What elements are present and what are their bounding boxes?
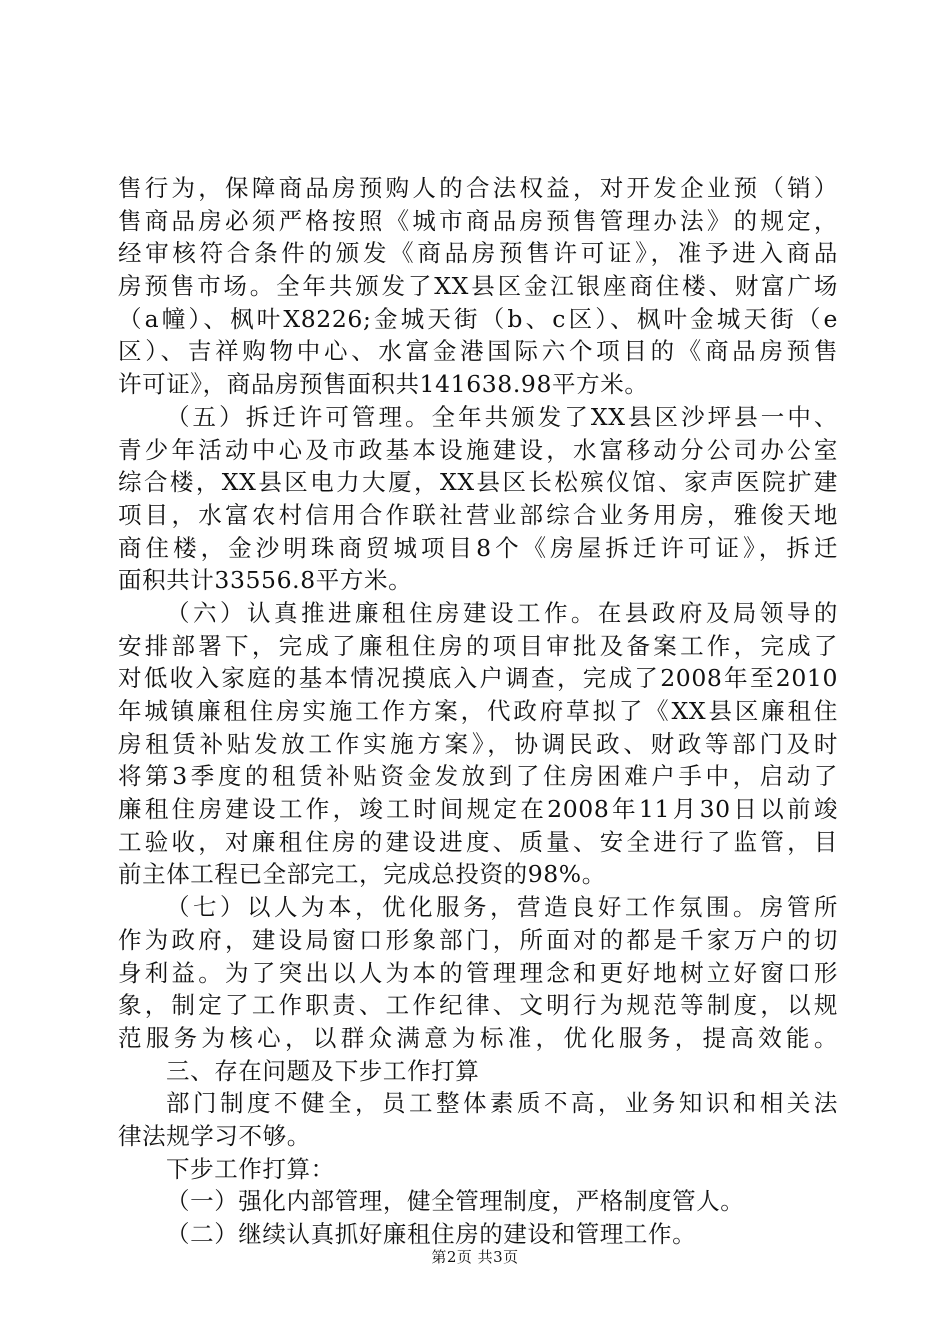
text-line: 范服务为核心，以群众满意为标准，优化服务，提高效能。 (118, 1023, 838, 1052)
text-line: 面积共计33556.8平方米。 (118, 566, 413, 595)
text-line: 售行为，保障商品房预购人的合法权益，对开发企业预（销） (118, 174, 838, 202)
text-line: 项目，水富农村信用合作联社营业部综合业务用房，雅俊天地 (118, 500, 838, 529)
text-line: 将第3季度的租赁补贴资金发放到了住房困难户手中，启动了 (118, 762, 838, 791)
text-line: （二）继续认真抓好廉租住房的建设和管理工作。 (166, 1220, 697, 1248)
text-line: 综合楼，XX县区电力大厦，XX县区长松殡仪馆、家声医院扩建 (118, 468, 838, 497)
text-line: 商住楼，金沙明珠商贸城项目8个《房屋拆迁许可证》，拆迁 (118, 533, 838, 562)
page-footer: 第2页 共3页 (431, 1248, 519, 1266)
text-line: （一）强化内部管理，健全管理制度，严格制度管人。 (166, 1187, 745, 1216)
text-line: 身利益。为了突出以人为本的管理理念和更好地树立好窗口形 (118, 958, 838, 987)
text-line: 年城镇廉租住房实施工作方案，代政府草拟了《XX县区廉租住 (118, 697, 838, 725)
text-line: 售商品房必须严格按照《城市商品房预售管理办法》的规定， (118, 206, 838, 235)
text-line: 象，制定了工作职责、工作纪律、文明行为规范等制度，以规 (118, 991, 838, 1020)
text-line: 廉租住房建设工作，竣工时间规定在2008年11月30日以前竣 (118, 795, 838, 824)
text-line: （六）认真推进廉租住房建设工作。在县政府及局领导的 (166, 598, 838, 627)
text-line: 青少年活动中心及市政基本设施建设，水富移动分公司办公室 (118, 435, 838, 464)
text-line: 房租赁补贴发放工作实施方案》，协调民政、财政等部门及时 (118, 729, 838, 758)
text-line: 许可证》，商品房预售面积共141638.98平方米。 (118, 370, 649, 399)
text-line: 区）、吉祥购物中心、水富金港国际六个项目的《商品房预售 (118, 337, 838, 366)
text-line: 前主体工程已全部完工，完成总投资的98%。 (118, 860, 606, 889)
text-line: 部门制度不健全，员工整体素质不高，业务知识和相关法 (166, 1089, 838, 1118)
text-line: 作为政府，建设局窗口形象部门，所面对的都是千家万户的切 (118, 925, 838, 954)
text-line: （a幢）、枫叶X8226;金城天街（b、c区）、枫叶金城天街（e (118, 304, 838, 333)
text-line: （五）拆迁许可管理。全年共颁发了XX县区沙坪县一中、 (166, 402, 838, 431)
text-line: 律法规学习不够。 (118, 1121, 311, 1150)
text-line: 对低收入家庭的基本情况摸底入户调查，完成了2008年至2010 (118, 664, 838, 693)
text-line: 工验收，对廉租住房的建设进度、质量、安全进行了监管，目 (118, 827, 838, 856)
text-line: 三、存在问题及下步工作打算 (166, 1056, 480, 1085)
text-line: 安排部署下，完成了廉租住房的项目审批及备案工作，完成了 (118, 631, 838, 660)
text-line: 房预售市场。全年共颁发了XX县区金江银座商住楼、财富广场 (118, 272, 838, 301)
text-line: 经审核符合条件的颁发《商品房预售许可证》，准予进入商品 (118, 239, 838, 268)
text-line: （七）以人为本，优化服务，营造良好工作氛围。房管所 (166, 893, 838, 922)
text-line: 下步工作打算： (166, 1154, 335, 1183)
document-body (118, 172, 838, 1251)
